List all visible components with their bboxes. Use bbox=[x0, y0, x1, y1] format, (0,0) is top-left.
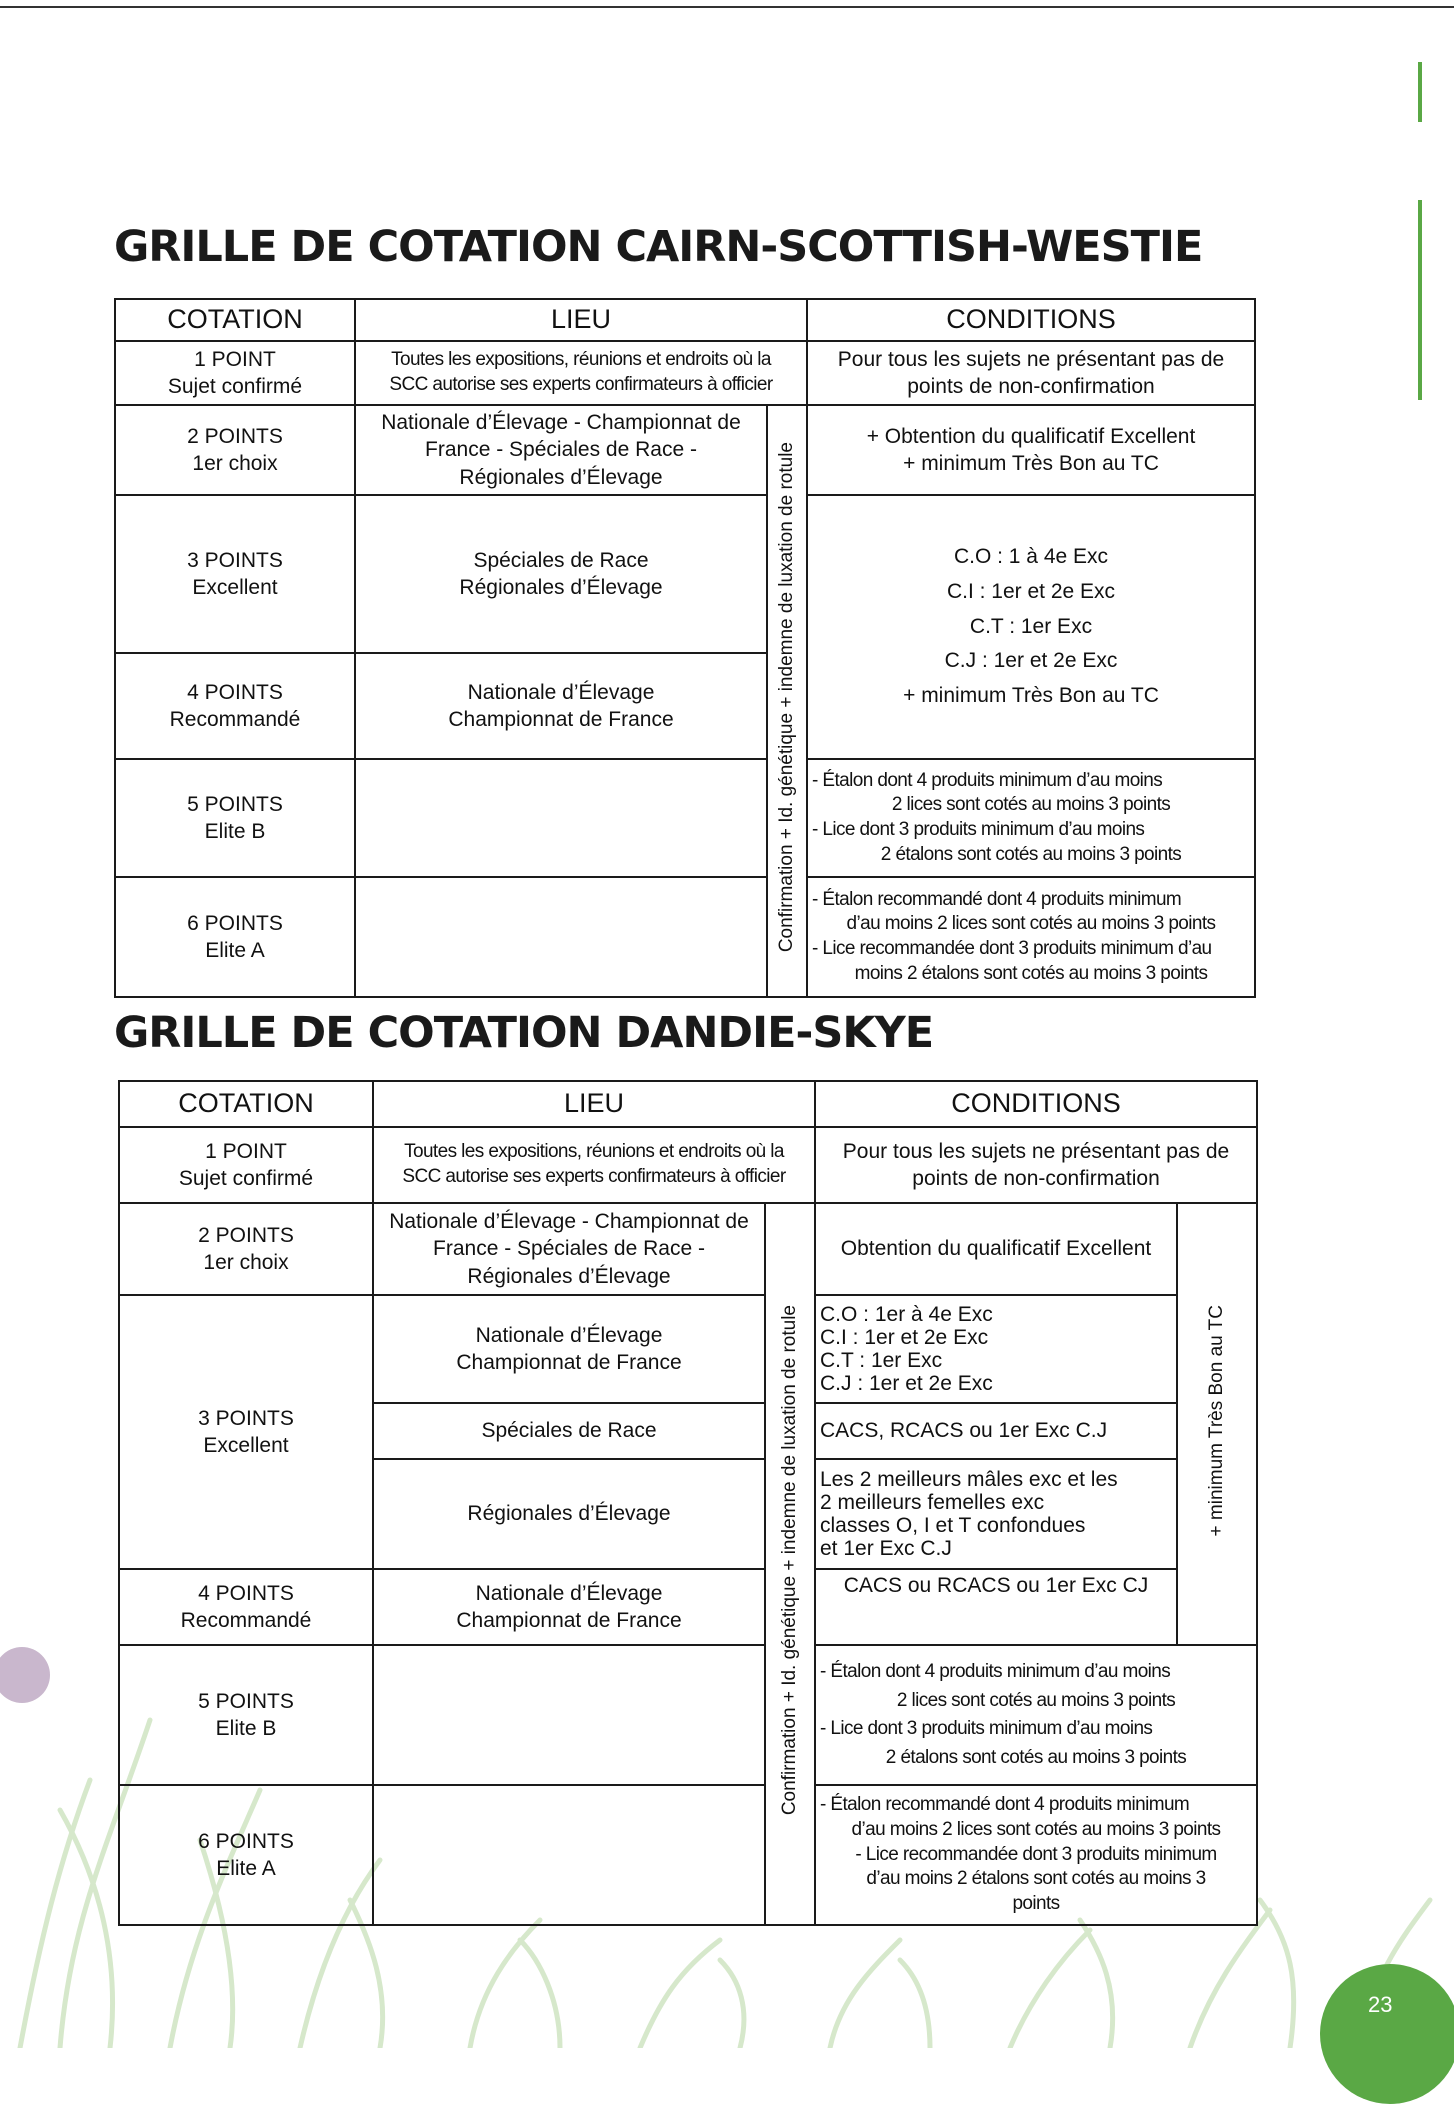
lieu-line: Nationale d’Élevage - Championnat de bbox=[381, 411, 741, 435]
header-lieu: LIEU bbox=[373, 1081, 815, 1127]
grade-label: Elite B bbox=[215, 1717, 277, 1740]
conditions-line: CACS ou RCACS ou 1er Exc CJ bbox=[843, 1574, 1149, 1597]
grade-label: Recommandé bbox=[180, 1609, 312, 1632]
cotation-cell bbox=[119, 1569, 373, 1645]
lieu-cell bbox=[355, 495, 767, 653]
cairn-scottish-westie-table bbox=[114, 298, 1256, 998]
conditions-line: d’au moins 2 lices sont cotés au moins 3 points bbox=[846, 913, 1216, 935]
conditions-cell bbox=[807, 759, 1255, 877]
grade-label: Elite A bbox=[205, 939, 265, 962]
table-row bbox=[115, 495, 1255, 653]
conditions-cell bbox=[815, 1645, 1257, 1785]
conditions-cell bbox=[815, 1295, 1177, 1403]
conditions-line: et 1er Exc C.J bbox=[820, 1537, 952, 1561]
table-row bbox=[119, 1569, 1257, 1645]
grade-label: Excellent bbox=[192, 576, 278, 599]
lieu-line: France - Spéciales de Race - bbox=[425, 438, 697, 462]
conditions-line: Les 2 meilleurs mâles exc et les bbox=[820, 1467, 1118, 1491]
table-row bbox=[115, 877, 1255, 997]
header-conditions: CONDITIONS bbox=[807, 299, 1255, 341]
conditions-line: points bbox=[1012, 1893, 1060, 1915]
green-margin-mark bbox=[1418, 200, 1422, 400]
header-cotation: COTATION bbox=[115, 299, 355, 341]
conditions-cell bbox=[807, 405, 1255, 495]
conditions-line: C.I : 1er et 2e Exc bbox=[946, 580, 1116, 604]
green-margin-mark bbox=[1418, 62, 1422, 122]
points-label: 5 POINTS bbox=[198, 1689, 294, 1713]
conditions-cell bbox=[815, 1403, 1177, 1459]
lieu-line: Spéciales de Race bbox=[473, 548, 649, 572]
conditions-line: 2 étalons sont cotés au moins 3 points bbox=[880, 843, 1182, 865]
lieu-line: Régionales d’Élevage bbox=[459, 465, 663, 489]
side-label: Confirmation + Id. génétique + indemne de luxation de rotule bbox=[778, 1305, 800, 1816]
conditions-line: CACS, RCACS ou 1er Exc C.J bbox=[820, 1419, 1108, 1443]
lieu-cell bbox=[373, 1403, 765, 1459]
lieu-line: Championnat de France bbox=[448, 708, 674, 731]
header-cotation: COTATION bbox=[119, 1081, 373, 1127]
conditions-line: - Étalon recommandé dont 4 produits minimum bbox=[820, 1794, 1190, 1816]
conditions-line: C.T : 1er Exc bbox=[969, 614, 1093, 638]
cotation-cell bbox=[115, 653, 355, 759]
conditions-line: d’au moins 2 lices sont cotés au moins 3 points bbox=[851, 1818, 1221, 1840]
cotation-cell bbox=[119, 1645, 373, 1785]
conditions-cell bbox=[807, 495, 1255, 759]
conditions-line: 2 lices sont cotés au moins 3 points bbox=[896, 1689, 1176, 1711]
lieu-line: Nationale d’Élevage bbox=[475, 1323, 663, 1347]
lieu-cell bbox=[373, 1203, 765, 1295]
header-conditions: CONDITIONS bbox=[815, 1081, 1257, 1127]
grade-label: Recommandé bbox=[169, 708, 301, 731]
conditions-cell bbox=[815, 1459, 1177, 1569]
conditions-line: C.J : 1er et 2e Exc bbox=[820, 1372, 993, 1396]
conditions-line: - Lice dont 3 produits minimum d’au moins bbox=[820, 1718, 1153, 1739]
conditions-line: points de non-confirmation bbox=[907, 375, 1155, 398]
cotation-cell bbox=[119, 1127, 373, 1203]
grade-label: 1er choix bbox=[203, 1251, 289, 1274]
lieu-line: Nationale d’Élevage bbox=[467, 680, 655, 704]
lieu-line: Toutes les expositions, réunions et endroits où la bbox=[404, 1141, 784, 1163]
points-label: 4 POINTS bbox=[187, 680, 283, 704]
conditions-line: Obtention du qualificatif Excellent bbox=[840, 1237, 1152, 1261]
lieu-cell bbox=[373, 1127, 815, 1203]
cotation-cell bbox=[119, 1785, 373, 1925]
points-label: 6 POINTS bbox=[198, 1829, 294, 1853]
conditions-line: - Lice recommandée dont 3 produits minimum bbox=[855, 1843, 1217, 1865]
lieu-line: Régionales d’Élevage bbox=[459, 576, 663, 599]
lieu-cell-empty bbox=[355, 759, 767, 877]
lieu-cell bbox=[373, 1295, 765, 1403]
table-header-row bbox=[115, 299, 1255, 341]
conditions-line: C.O : 1er à 4e Exc bbox=[820, 1302, 993, 1326]
thistle-flower-icon bbox=[0, 1647, 50, 1703]
table-row bbox=[119, 1785, 1257, 1925]
table-row bbox=[115, 341, 1255, 405]
header-lieu: LIEU bbox=[355, 299, 807, 341]
conditions-cell bbox=[815, 1203, 1177, 1295]
lieu-line: Régionales d’Élevage bbox=[467, 1502, 671, 1526]
tc-label: + minimum Très Bon au TC bbox=[1205, 1304, 1227, 1537]
lieu-cell bbox=[355, 405, 767, 495]
points-label: 3 POINTS bbox=[198, 1406, 294, 1430]
conditions-line: 2 meilleurs femelles exc bbox=[820, 1490, 1045, 1514]
top-rule bbox=[0, 6, 1454, 8]
conditions-line: + minimum Très Bon au TC bbox=[903, 452, 1159, 475]
lieu-cell-empty bbox=[373, 1785, 765, 1925]
lieu-cell bbox=[355, 653, 767, 759]
dandie-skye-table bbox=[118, 1080, 1258, 1926]
conditions-line: - Lice recommandée dont 3 produits minimum d’au bbox=[812, 938, 1212, 959]
points-label: 3 POINTS bbox=[187, 548, 283, 572]
table1-title: GRILLE DE COTATION CAIRN-SCOTTISH-WESTIE bbox=[114, 222, 1203, 272]
conditions-line: points de non-confirmation bbox=[912, 1167, 1160, 1190]
tc-label-cell bbox=[1177, 1203, 1257, 1645]
conditions-line: - Lice dont 3 produits minimum d’au moins bbox=[812, 819, 1145, 840]
conditions-cell bbox=[807, 877, 1255, 997]
conditions-line: classes O, I et T confondues bbox=[820, 1514, 1086, 1537]
lieu-cell-empty bbox=[373, 1645, 765, 1785]
lieu-line: Toutes les expositions, réunions et endroits où la bbox=[391, 349, 771, 371]
conditions-line: - Étalon dont 4 produits minimum d’au moins bbox=[812, 769, 1163, 791]
conditions-cell bbox=[815, 1127, 1257, 1203]
conditions-line: 2 étalons sont cotés au moins 3 points bbox=[885, 1746, 1187, 1768]
table-row bbox=[119, 1645, 1257, 1785]
grade-label: 1er choix bbox=[192, 452, 278, 475]
points-label: 2 POINTS bbox=[187, 424, 283, 448]
lieu-cell-empty bbox=[355, 877, 767, 997]
conditions-line: C.J : 1er et 2e Exc bbox=[944, 649, 1118, 673]
page-number: 23 bbox=[1368, 1992, 1393, 2017]
lieu-cell bbox=[355, 341, 807, 405]
table-row bbox=[119, 1203, 1257, 1295]
table-row bbox=[119, 1127, 1257, 1203]
conditions-cell bbox=[815, 1569, 1177, 1645]
grade-label: Excellent bbox=[203, 1434, 289, 1457]
lieu-line: Spéciales de Race bbox=[481, 1419, 657, 1443]
table-row bbox=[115, 405, 1255, 495]
lieu-line: Championnat de France bbox=[456, 1351, 682, 1374]
conditions-cell bbox=[807, 341, 1255, 405]
cotation-cell bbox=[115, 405, 355, 495]
points-label: 1 POINT bbox=[205, 1139, 287, 1163]
grade-label: Elite B bbox=[204, 820, 266, 843]
conditions-line: + Obtention du qualificatif Excellent bbox=[866, 424, 1196, 448]
side-label-cell bbox=[765, 1203, 815, 1925]
table-row bbox=[119, 1295, 1257, 1403]
cotation-cell bbox=[119, 1295, 373, 1569]
lieu-cell bbox=[373, 1569, 765, 1645]
cotation-cell bbox=[115, 341, 355, 405]
conditions-line: Pour tous les sujets ne présentant pas de bbox=[842, 1139, 1230, 1163]
cotation-cell bbox=[115, 759, 355, 877]
conditions-line: d’au moins 2 étalons sont cotés au moins 3 bbox=[866, 1868, 1206, 1890]
lieu-line: Championnat de France bbox=[456, 1609, 682, 1632]
grade-label: Sujet confirmé bbox=[167, 375, 303, 398]
table-row bbox=[115, 759, 1255, 877]
cotation-cell bbox=[115, 877, 355, 997]
conditions-line: - Étalon recommandé dont 4 produits minimum bbox=[812, 888, 1182, 910]
conditions-line: Pour tous les sujets ne présentant pas de bbox=[837, 347, 1225, 371]
conditions-line: C.T : 1er Exc bbox=[820, 1349, 943, 1372]
side-label: Confirmation + Id. génétique + indemne de luxation de rotule bbox=[775, 442, 797, 953]
cotation-cell bbox=[119, 1203, 373, 1295]
table-header-row bbox=[119, 1081, 1257, 1127]
grade-label: Elite A bbox=[216, 1857, 276, 1880]
lieu-line: SCC autorise ses experts confirmateurs à officier bbox=[389, 374, 773, 395]
conditions-line: C.I : 1er et 2e Exc bbox=[820, 1325, 989, 1349]
conditions-line: 2 lices sont cotés au moins 3 points bbox=[891, 794, 1171, 816]
side-label-cell bbox=[767, 405, 807, 997]
lieu-cell bbox=[373, 1459, 765, 1569]
lieu-line: Régionales d’Élevage bbox=[467, 1264, 671, 1288]
points-label: 5 POINTS bbox=[187, 792, 283, 816]
conditions-line: - Étalon dont 4 produits minimum d’au moins bbox=[820, 1661, 1171, 1682]
lieu-line: Nationale d’Élevage bbox=[475, 1581, 663, 1605]
lieu-line: France - Spéciales de Race - bbox=[433, 1237, 705, 1261]
points-label: 1 POINT bbox=[194, 347, 276, 371]
points-label: 2 POINTS bbox=[198, 1223, 294, 1247]
conditions-line: + minimum Très Bon au TC bbox=[903, 683, 1159, 707]
conditions-line: C.O : 1 à 4e Exc bbox=[953, 545, 1109, 569]
lieu-line: SCC autorise ses experts confirmateurs à officier bbox=[402, 1166, 786, 1187]
page-number-badge bbox=[1320, 1964, 1454, 2104]
conditions-cell bbox=[815, 1785, 1257, 1925]
points-label: 6 POINTS bbox=[187, 911, 283, 935]
grade-label: Sujet confirmé bbox=[178, 1167, 314, 1190]
cotation-cell bbox=[115, 495, 355, 653]
conditions-line: moins 2 étalons sont cotés au moins 3 points bbox=[854, 962, 1208, 984]
lieu-line: Nationale d’Élevage - Championnat de bbox=[389, 1210, 749, 1234]
points-label: 4 POINTS bbox=[198, 1581, 294, 1605]
table2-title: GRILLE DE COTATION DANDIE-SKYE bbox=[114, 1008, 934, 1058]
